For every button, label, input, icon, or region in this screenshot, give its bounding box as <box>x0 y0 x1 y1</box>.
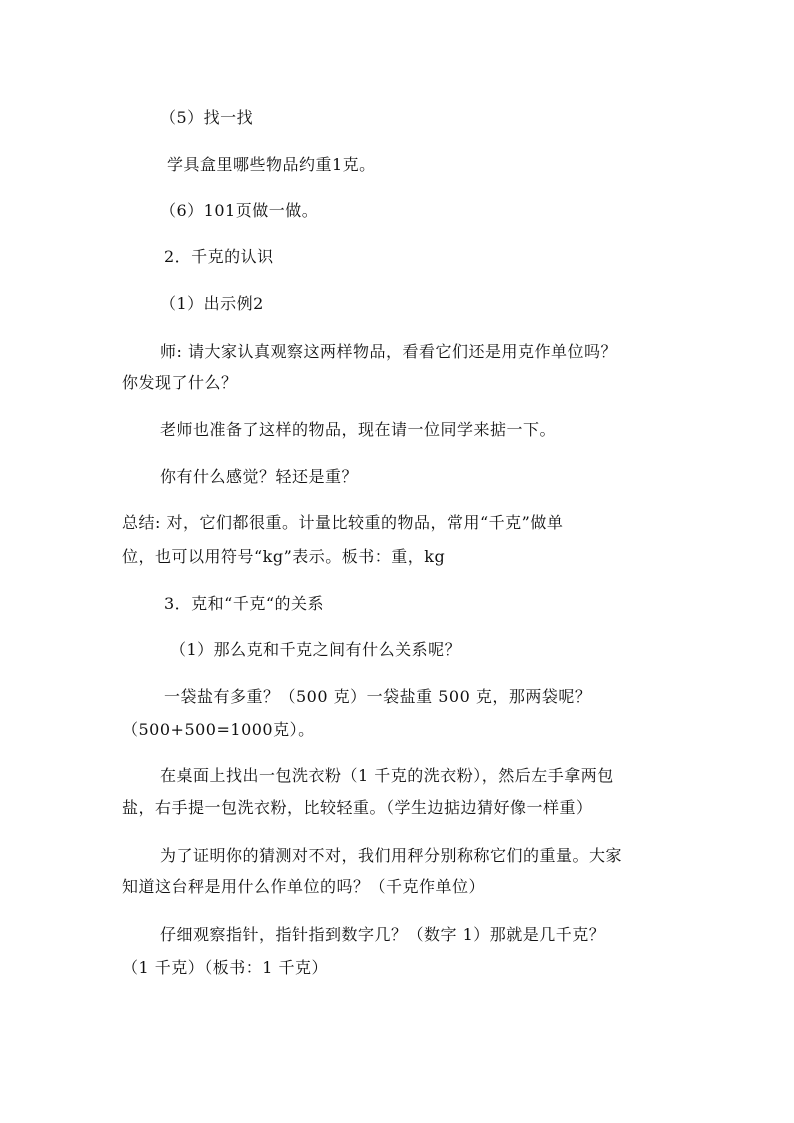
section-heading: 2．千克的认识 <box>164 247 274 266</box>
text-line: 老师也准备了这样的物品，现在请一位同学来掂一下。 <box>160 420 557 439</box>
text-line: （1）出示例2 <box>160 294 264 313</box>
text-line: 在桌面上找出一包洗衣粉（1 千克的洗衣粉），然后左手拿两包 <box>160 766 614 785</box>
text-line: （5）找一找 <box>160 108 254 127</box>
text-line: 盐，右手提一包洗衣粉，比较轻重。（学生边掂边猜好像一样重） <box>122 798 593 817</box>
text-line: 师: 请大家认真观察这两样物品，看看它们还是用克作单位吗？ <box>160 342 617 361</box>
text-line: 一袋盐有多重？（500 克）一袋盐重 500 克，那两袋呢？ <box>164 687 592 706</box>
text-line: （1 千克）（板书：1 千克） <box>122 958 329 977</box>
text-line: 你有什么感觉？轻还是重？ <box>160 467 359 486</box>
text-line: 知道这台秤是用什么作单位的吗？（千克作单位） <box>122 877 486 896</box>
text-line: 学具盒里哪些物品约重1克。 <box>167 155 376 174</box>
text-line: 你发现了什么？ <box>122 373 238 392</box>
section-heading: 3．克和“千克“的关系 <box>164 594 325 613</box>
text-line: 为了证明你的猜测对不对，我们用秤分别称称它们的重量。大家 <box>160 846 623 865</box>
text-line: （500+500=1000克）。 <box>122 720 315 739</box>
text-line: （1）那么克和千克之间有什么关系呢？ <box>170 640 462 659</box>
text-line: 位，也可以用符号“kg”表示。板书：重，kg <box>122 547 446 566</box>
text-line: 仔细观察指针，指针指到数字几？（数字 1）那就是几千克？ <box>160 925 606 944</box>
text-line: 总结: 对，它们都很重。计量比较重的物品，常用“千克”做单 <box>122 513 564 532</box>
text-line: （6）101页做一做。 <box>160 201 319 220</box>
